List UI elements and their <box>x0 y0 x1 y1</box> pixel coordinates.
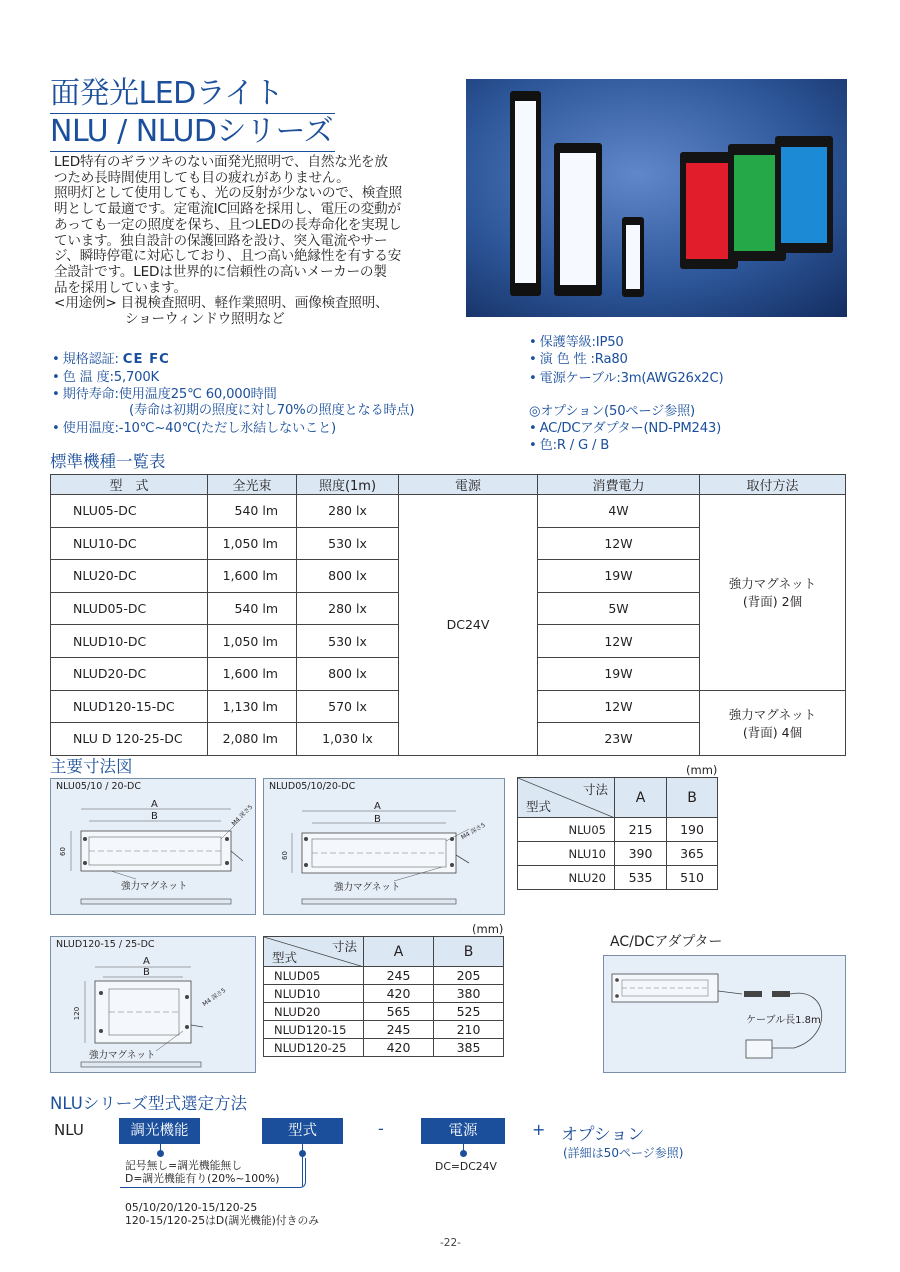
connector-dot <box>460 1150 467 1157</box>
diagram-label: NLUD120-15 / 25-DC <box>56 939 155 950</box>
spec-option-adapter: • AC/DCアダプター(ND-PM243) <box>529 421 722 436</box>
cell-lux: 280 lx <box>297 592 399 625</box>
intro-paragraph <box>54 155 454 328</box>
spec-protection: • 保護等級:IP50 <box>529 335 624 350</box>
dim-table-nlu <box>517 777 718 890</box>
dim-b-label: B <box>151 811 158 822</box>
dim-60-label: 60 <box>280 851 289 860</box>
table-row <box>51 495 846 528</box>
col-header: 消費電力 <box>538 475 700 495</box>
intro-line: あっても一定の照度を保ち、且つLEDの長寿命化を実現し <box>54 216 402 233</box>
dim-header-corner: 寸法 型式 <box>518 778 615 818</box>
intro-line: ています。独自設計の保護回路を設け、突入電流やサー <box>54 232 388 249</box>
dims-title: 主要寸法図 <box>50 757 133 776</box>
cert-marks-logo: CE FC <box>122 352 170 367</box>
intro-line: 全設計です。LEDは世界的に信頼性の高いメーカーの製 <box>54 263 387 280</box>
cell-lux: 280 lx <box>297 495 399 528</box>
model-box: 型式 <box>262 1118 343 1144</box>
dim-120-label: 120 <box>73 1006 82 1021</box>
cell-mount: 強力マグネット (背面) 4個 <box>700 690 846 755</box>
spec-life-note: (寿命は初期の照度に対し70%の照度となる時点) <box>129 403 415 418</box>
cell-model: NLU10-DC <box>51 527 208 560</box>
cell-power: 12W <box>538 527 700 560</box>
diagram-adapter <box>603 955 846 1073</box>
col-a: A <box>364 937 434 967</box>
option-label: オプション <box>561 1125 645 1145</box>
cell-flux: 1,130 lm <box>208 690 297 723</box>
col-header: 電源 <box>399 475 538 495</box>
power-box: 電源 <box>421 1118 505 1144</box>
prefix-label: NLU <box>54 1121 84 1139</box>
cell-power: 12W <box>538 625 700 658</box>
col-a: A <box>615 778 667 818</box>
intro-line: ジ、瞬時停電に対応しており、且つ高い絶縁性を有する安 <box>54 248 402 265</box>
cell-model: NLU D 120-25-DC <box>51 723 208 756</box>
cell-lux: 800 lx <box>297 560 399 593</box>
intro-line: LED特有のギラツキのない面発光照明で、自然な光を放 <box>54 154 388 170</box>
col-b: B <box>667 778 718 818</box>
cell-power: 19W <box>538 560 700 593</box>
note-model-1: 05/10/20/120-15/120-25 <box>125 1201 258 1214</box>
intro-line: つため長時間使用しても目の疲れがありません。 <box>54 169 350 186</box>
model-table <box>50 474 846 756</box>
table-row: NLUD120-15 245 210 <box>264 1021 504 1039</box>
plus-separator: + <box>532 1120 546 1139</box>
adapter-title: AC/DCアダプター <box>610 934 723 950</box>
intro-line: ショーウィンドウ照明など <box>125 311 285 328</box>
page-subtitle: NLU / NLUDシリーズ <box>50 114 334 149</box>
magnet-label: 強力マグネット <box>89 1050 156 1061</box>
spec-temp: • 使用温度:-10℃~40℃(ただし氷結しないこと) <box>52 421 336 436</box>
spec-option-color: • 色:R / G / B <box>529 438 610 453</box>
magnet-label: 強力マグネット <box>121 881 188 892</box>
cell-model: NLUD05-DC <box>51 592 208 625</box>
dim-b-label: B <box>143 967 150 978</box>
cell-flux: 540 lm <box>208 495 297 528</box>
cell-lux: 530 lx <box>297 625 399 658</box>
intro-line: 品を採用しています。 <box>54 279 187 296</box>
spec-color-temp: • 色 温 度:5,700K <box>52 370 159 385</box>
cell-lux: 570 lx <box>297 690 399 723</box>
col-b: B <box>434 937 504 967</box>
cell-mount: 強力マグネット (背面) 2個 <box>700 495 846 691</box>
col-header: 全光束 <box>208 475 297 495</box>
diagram-label: NLUD05/10/20-DC <box>269 781 356 792</box>
table-row: NLU10 390 365 <box>518 842 718 866</box>
table-row: NLUD120-25 420 385 <box>264 1039 504 1057</box>
spec-cert: • 規格認証: CE FC <box>52 352 170 367</box>
dim-60-label: 60 <box>58 847 67 856</box>
cable-length-label: ケーブル長1.8m <box>746 1015 821 1026</box>
unit-label: (mm) <box>472 922 504 936</box>
cell-model: NLU05-DC <box>51 495 208 528</box>
diagram-label: NLU05/10 / 20-DC <box>56 781 141 792</box>
magnet-label: 強力マグネット <box>334 882 401 893</box>
cell-lux: 800 lx <box>297 657 399 690</box>
table-row: NLUD10 420 380 <box>264 985 504 1003</box>
spec-cri: • 演 色 性 :Ra80 <box>529 352 628 367</box>
cell-flux: 540 lm <box>208 592 297 625</box>
cell-flux: 1,050 lm <box>208 625 297 658</box>
page-title: 面発光LEDライト <box>50 76 284 111</box>
product-photo <box>466 79 847 317</box>
cell-model: NLUD20-DC <box>51 657 208 690</box>
cell-model: NLU20-DC <box>51 560 208 593</box>
cell-power: 5W <box>538 592 700 625</box>
table-title: 標準機種一覧表 <box>50 452 166 471</box>
intro-line: 明として最適です。定電流IC回路を採用し、電圧の変動が <box>54 201 401 218</box>
note-model-2: 120-15/120-25はD(調光機能)付きのみ <box>125 1214 320 1227</box>
hole-label: M4 深さ5 <box>230 803 255 828</box>
dim-header-corner: 寸法 型式 <box>264 937 364 967</box>
dim-a-label: A <box>151 799 158 810</box>
note-power: DC=DC24V <box>435 1160 497 1173</box>
col-header: 型 式 <box>51 475 208 495</box>
col-header: 取付方法 <box>700 475 846 495</box>
note-dimming-1: 記号無し=調光機能無し <box>125 1159 243 1172</box>
cell-power: 23W <box>538 723 700 756</box>
cell-lux: 530 lx <box>297 527 399 560</box>
col-header: 照度(1m) <box>297 475 399 495</box>
dim-table-nlud <box>263 936 504 1057</box>
connector-dot <box>299 1150 306 1157</box>
table-row: NLU05 215 190 <box>518 818 718 842</box>
connector-dot <box>157 1150 164 1157</box>
cell-flux: 1,050 lm <box>208 527 297 560</box>
hole-label: M4 深さ5 <box>460 821 487 842</box>
cell-flux: 2,080 lm <box>208 723 297 756</box>
cell-flux: 1,600 lm <box>208 657 297 690</box>
diagram-nlud <box>263 778 505 915</box>
cell-model: NLUD120-15-DC <box>51 690 208 723</box>
table-row: NLUD05 245 205 <box>264 967 504 985</box>
unit-label: (mm) <box>686 763 718 777</box>
cell-power-source: DC24V <box>399 495 538 756</box>
option-note: (詳細は50ページ参照) <box>563 1146 684 1160</box>
dimming-box: 調光機能 <box>119 1118 200 1144</box>
diagram-nlu <box>50 778 256 915</box>
cell-flux: 1,600 lm <box>208 560 297 593</box>
intro-line: 照明灯として使用しても、光の反射が少ないので、検査照 <box>54 185 402 202</box>
dim-a-label: A <box>143 956 150 967</box>
dim-b-label: B <box>374 814 381 825</box>
note-dimming-2: D=調光機能有り(20%~100%) <box>125 1172 280 1185</box>
spec-option-title: ◎オプション(50ページ参照) <box>529 404 695 419</box>
cell-lux: 1,030 lx <box>297 723 399 756</box>
dash-separator: - <box>378 1119 384 1138</box>
intro-line: <用途例> 目視検査照明、軽作業照明、画像検査照明、 <box>54 295 389 312</box>
spec-cable: • 電源ケーブル:3m(AWG26x2C) <box>529 371 724 386</box>
page-number: -22- <box>440 1237 461 1249</box>
dim-a-label: A <box>374 801 381 812</box>
cell-power: 4W <box>538 495 700 528</box>
selection-title: NLUシリーズ型式選定方法 <box>50 1094 247 1113</box>
table-row: NLUD20 565 525 <box>264 1003 504 1021</box>
diagram-nlud120 <box>50 936 256 1073</box>
cell-power: 12W <box>538 690 700 723</box>
spec-life: • 期待寿命:使用温度25℃ 60,000時間 <box>52 387 277 402</box>
cell-model: NLUD10-DC <box>51 625 208 658</box>
hole-label: M4 深さ5 <box>201 986 228 1009</box>
cell-power: 19W <box>538 657 700 690</box>
subtitle-rule <box>50 151 335 152</box>
table-row: NLU20 535 510 <box>518 866 718 890</box>
